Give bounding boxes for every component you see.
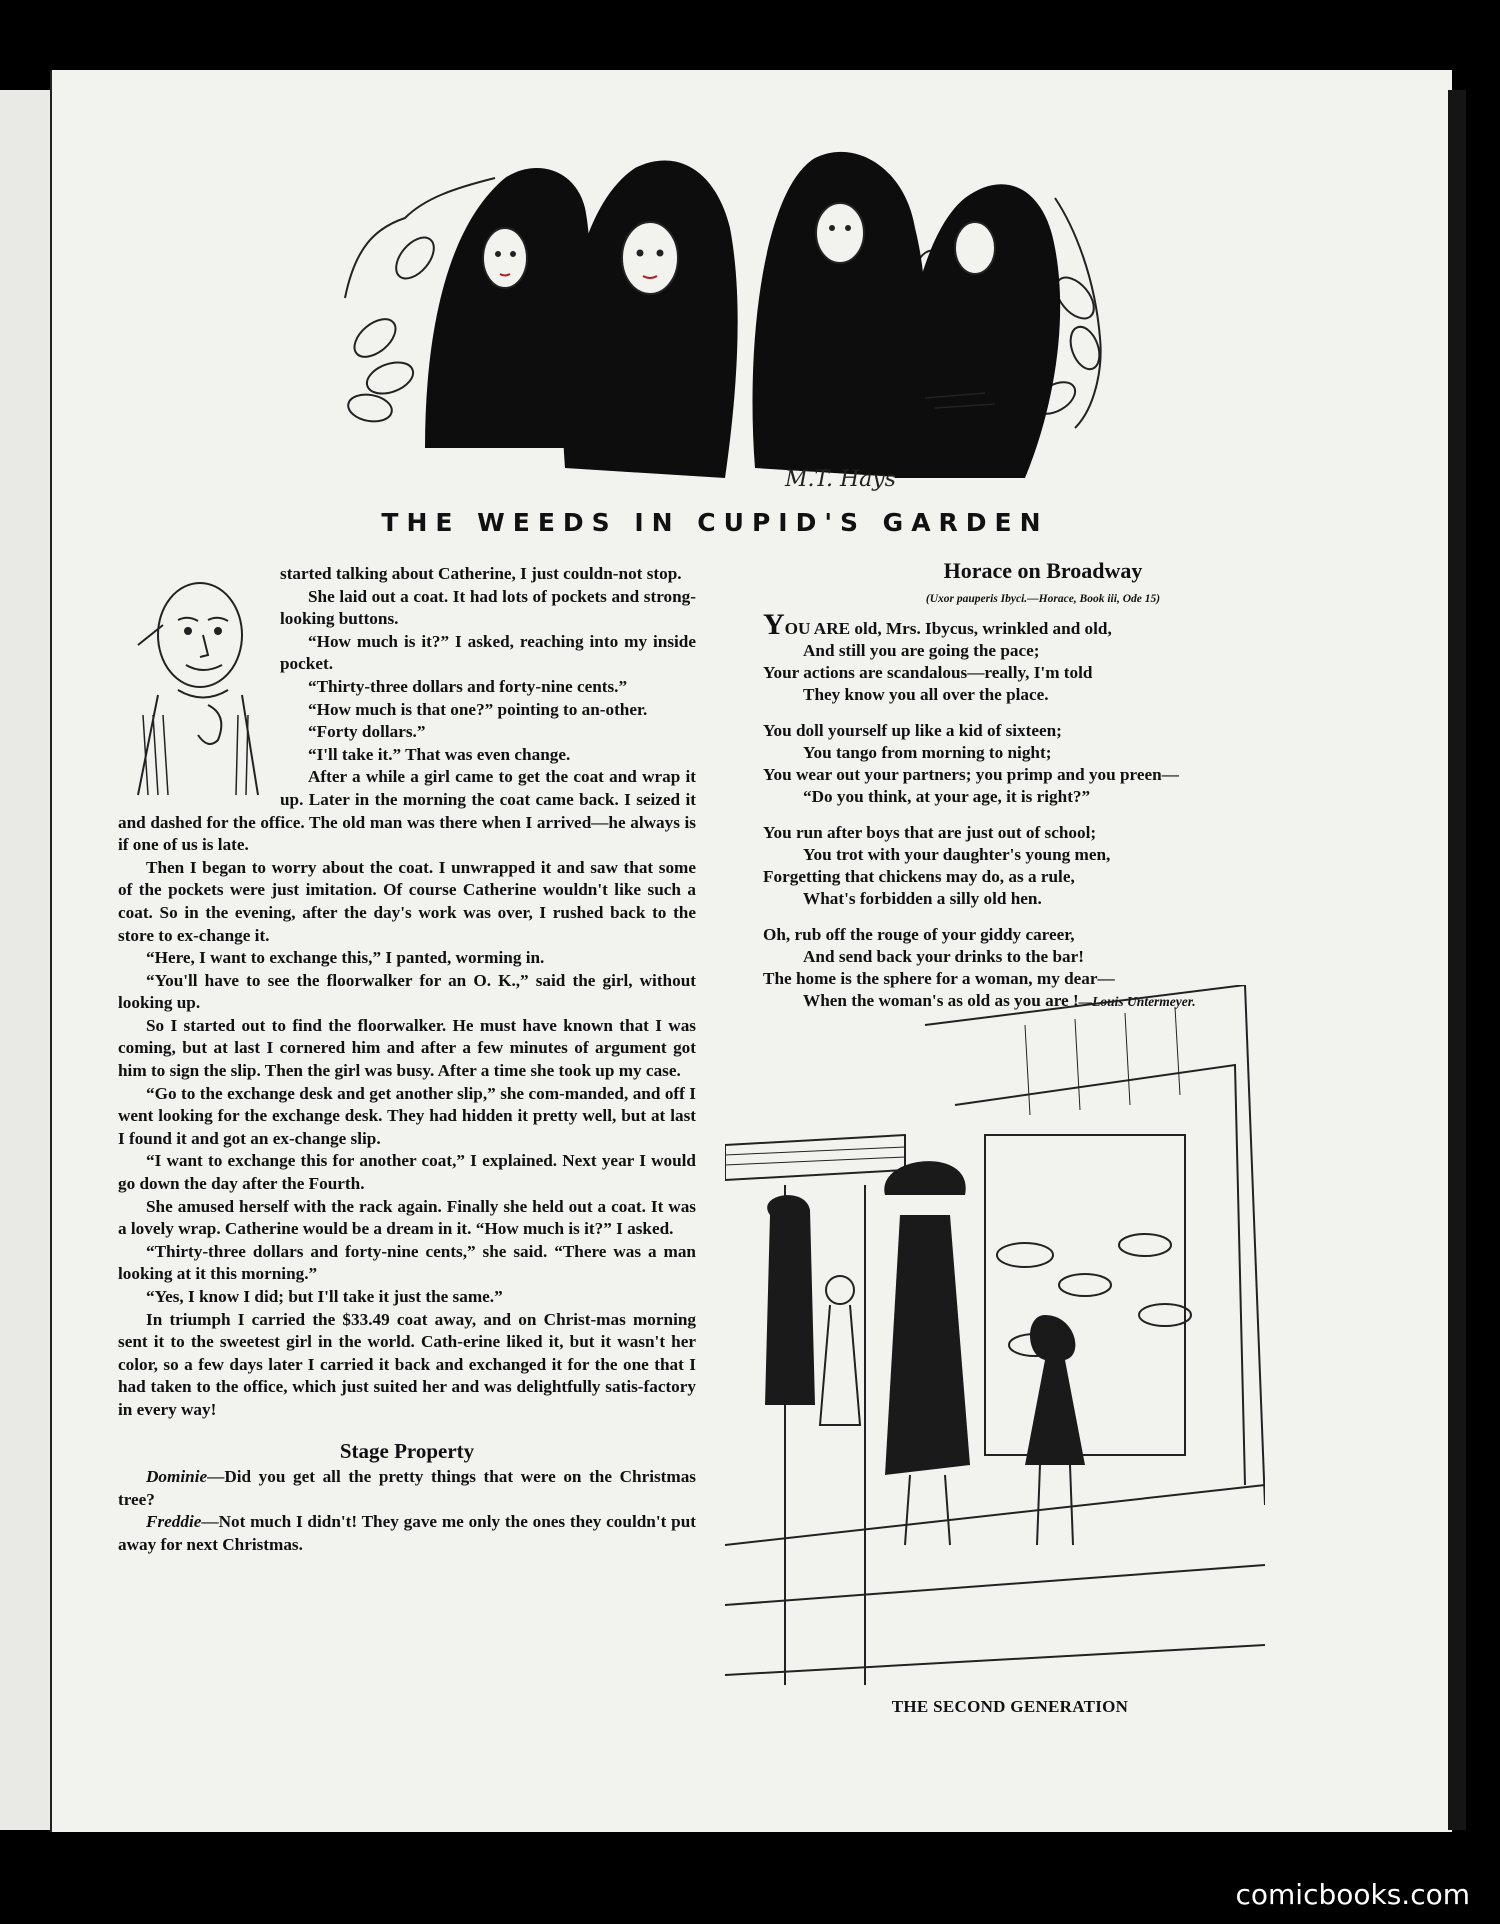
poem-author: —Louis Untermeyer. — [1078, 994, 1196, 1009]
story-paragraph: “How much is it?” I asked, reaching into my inside pocket. — [280, 631, 696, 674]
story-paragraph: After a while a girl came to get the coat and wrap it up. Later in the morning the coat came back. I seized it and dashed for the office. The old man was there when I arrived—he always is if one of us is late. — [118, 767, 696, 855]
poem-source: (Uxor pauperis Ibyci.—Horace, Book iii, Ode 15) — [925, 593, 1161, 605]
story-paragraph: started talking about Catherine, I just couldn-not stop. — [280, 564, 682, 583]
poem-line: “Do you think, at your age, it is right?” — [803, 787, 1091, 806]
poem-line: And still you are going the pace; — [803, 641, 1040, 660]
story-paragraph: “I want to exchange this for another coat,” I explained. Next year I would go down the day after the Fourth. — [118, 1151, 696, 1194]
left-page-binding — [0, 90, 53, 1830]
poem-column — [763, 560, 1323, 1027]
street-scene-illustration — [725, 985, 1265, 1705]
poem-line: You tango from morning to night; — [803, 743, 1052, 762]
dialogue-line — [118, 1511, 696, 1556]
story-column — [118, 563, 696, 1557]
poem-line: Forgetting that chickens may do, as a rule, — [763, 867, 1075, 886]
poem-line: Oh, rub off the rouge of your giddy career, — [763, 925, 1075, 944]
story-paragraph: She amused herself with the rack again. Finally she held out a coat. It was a lovely wrap. Catherine would be a dream in it. “How much is it?” I asked. — [118, 1196, 696, 1239]
poem-stanza — [763, 720, 1323, 808]
right-page-edge — [1448, 90, 1466, 1830]
drop-cap: Y — [763, 608, 785, 641]
story-paragraph: “Go to the exchange desk and get another slip,” she com-manded, and off I went looking for the exchange desk. They had hidden it pretty well, but at last I found it and got an ex-change slip. — [118, 1083, 696, 1148]
story-paragraph: “How much is that one?” pointing to an-other. — [308, 699, 648, 719]
poem-line: What's forbidden a silly old hen. — [803, 889, 1042, 908]
header-illustration — [335, 108, 1115, 508]
speaker-name: Freddie — [146, 1512, 202, 1532]
story-paragraph: In triumph I carried the $33.49 coat away, and on Christ-mas morning sent it to the sweetest girl in the world. Cath-erine liked it, but it wasn't her color, so a few days later I carried it back and exchanged it for the one that I had taken to the office, which just suited her and was delightfully satis-factory in every way! — [118, 1309, 696, 1419]
poem-line: Your actions are scandalous—really, I'm told — [763, 663, 1093, 682]
story-paragraph: “You'll have to see the floorwalker for an O. K.,” said the girl, without looking up. — [118, 970, 696, 1013]
poem-line: You run after boys that are just out of school; — [763, 823, 1097, 842]
poem-line: YOU ARE old, Mrs. Ibycus, wrinkled and old, — [763, 608, 1112, 641]
story-paragraph: “Thirty-three dollars and forty-nine cents.” — [308, 676, 628, 696]
site-watermark: comicbooks.com — [1235, 1878, 1470, 1911]
stage-property-title: Stage Property — [339, 1438, 475, 1463]
man-portrait-illustration — [118, 565, 270, 805]
poem-line: You wear out your partners; you primp and you preen— — [763, 765, 1179, 784]
dialogue-text: —Did you get all the pretty things that were on the Christmas tree? — [118, 1467, 696, 1509]
story-paragraph: “Here, I want to exchange this,” I panted, worming in. — [146, 948, 545, 968]
dialogue-text: —Not much I didn't! They gave me only the ones they couldn't put away for next Christmas. — [118, 1512, 696, 1554]
poem-line: The home is the sphere for a woman, my dear— — [763, 969, 1115, 988]
poem-title: Horace on Broadway — [943, 558, 1143, 583]
story-paragraph: Then I began to worry about the coat. I unwrapped it and saw that some of the pockets were just imitation. Of course Catherine wouldn't like such a coat. So in the evening, after the day's work was over, I rushed back to the store to ex-change it. — [118, 857, 696, 945]
poem-line: When the woman's as old as you are !—Louis Untermeyer. — [803, 991, 1196, 1010]
poem-line: And send back your drinks to the bar! — [803, 947, 1084, 966]
story-paragraph: “I'll take it.” That was even change. — [308, 744, 571, 764]
poem-line: You trot with your daughter's young men, — [803, 845, 1111, 864]
poem-stanza — [763, 822, 1323, 910]
poem-stanza — [763, 608, 1323, 706]
story-paragraph: “Forty dollars.” — [308, 722, 426, 742]
artist-signature: M.T. Hays — [785, 467, 896, 492]
story-paragraph: “Yes, I know I did; but I'll take it just the same.” — [146, 1287, 503, 1306]
poem-line: They know you all over the place. — [803, 685, 1049, 704]
page-title: THE WEEDS IN CUPID'S GARDEN — [381, 508, 1049, 537]
illustration-caption: THE SECOND GENERATION — [891, 1697, 1129, 1716]
speaker-name: Dominie — [146, 1467, 208, 1487]
poem-line: You doll yourself up like a kid of sixteen; — [763, 721, 1062, 740]
story-paragraph: So I started out to find the floorwalker. He must have known that I was coming, but at last I cornered him and after a few minutes of argument got him to sign the slip. Then the girl was busy. After a time she took up my case. — [118, 1015, 696, 1081]
story-paragraph: “Thirty-three dollars and forty-nine cents,” she said. “There was a man looking at it this morning.” — [118, 1241, 696, 1284]
dialogue-line — [118, 1466, 696, 1511]
story-paragraph: She laid out a coat. It had lots of pockets and strong-looking buttons. — [280, 586, 696, 629]
